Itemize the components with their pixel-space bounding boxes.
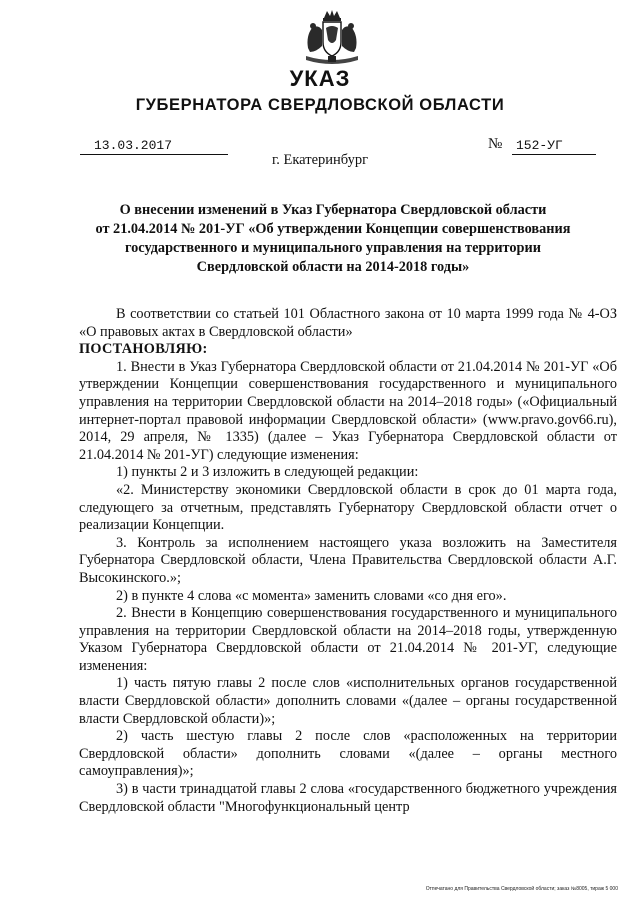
preamble-paragraph: В соответствии со статьей 101 Областного закона от 10 марта 1999 года № 4-ОЗ «О правовых актах в Свердловской области»: [79, 306, 617, 340]
paragraph-item-1: 1. Внести в Указ Губернатора Свердловской области от 21.04.2014 № 201-УГ «Об утверждении Концепции совершенствования государственного и муниципального управления на территории Свердловской области на 2014–2018 годы» («Официальный интернет-портал правовой информации Свердловской области» (www.pravo.gov66.ru), 2014, 29 апреля, № 1335) (далее – Указ Губернатора Свердловской области от 21.04.2014 № 201-УГ) следующие изменения:: [79, 358, 617, 463]
decree-operative-word: ПОСТАНОВЛЯЮ:: [79, 341, 208, 358]
print-footer-note: Отпечатано для Правительства Свердловской области; заказ №8005, тираж 5 000: [425, 886, 618, 892]
coat-of-arms-emblem: [300, 8, 364, 68]
number-sign: №: [488, 136, 503, 152]
quoted-paragraph-3: 3. Контроль за исполнением настоящего указа возложить на Заместителя Губернатора Свердловской области, Члена Правительства Свердловской области А.Г. Высокинского.»;: [79, 534, 617, 586]
decree-body: [79, 306, 617, 816]
paragraph-item-2-1: 1) часть пятую главы 2 после слов «исполнительных органов государственной власти Свердловской области» дополнить словами «(далее – органы государственной власти Свердловской области)»;: [79, 675, 617, 727]
paragraph-item-1-2: 2) в пункте 4 слова «с момента» заменить словами «со дня его».: [116, 587, 507, 604]
quoted-paragraph-2: «2. Министерству экономики Свердловской области в срок до 01 марта года, следующего за отчетным, представлять Губернатору Свердловской области отчет о реализации Концепции.: [79, 481, 617, 534]
paragraph-item-2-2: 2) часть шестую главы 2 после слов «расположенных на территории Свердловской области» дополнить словами «(далее – органы местного самоуправления)»;: [79, 728, 617, 780]
heading-line: государственного и муниципального управления на территории: [125, 240, 541, 256]
decree-number: 152-УГ: [516, 138, 563, 153]
paragraph-item-1-1: 1) пункты 2 и 3 изложить в следующей редакции:: [116, 464, 419, 481]
decree-heading: [88, 201, 578, 277]
paragraph-item-2-3: 3) в части тринадцатой главы 2 слова «государственного бюджетного учреждения Свердловской области "Многофункциональный центр: [79, 781, 617, 815]
document-title: УКАЗ: [289, 66, 351, 91]
heading-line: от 21.04.2014 № 201-УГ «Об утверждении Концепции совершенствования: [95, 221, 571, 237]
decree-date: 13.03.2017: [94, 138, 173, 153]
heading-line: О внесении изменений в Указ Губернатора Свердловской области: [119, 202, 547, 218]
heading-line: Свердловской области на 2014-2018 годы»: [196, 259, 470, 275]
city-label: г. Екатеринбург: [271, 152, 369, 168]
document-subtitle: ГУБЕРНАТОРА СВЕРДЛОВСКОЙ ОБЛАСТИ: [135, 96, 505, 114]
paragraph-item-2: 2. Внести в Концепцию совершенствования государственного и муниципального управления на территории Свердловской области на 2014–2018 годы, утвержденную Указом Губернатора Свердловской области от 21.04.2014 № 201-УГ, следующие изменения:: [79, 605, 617, 674]
